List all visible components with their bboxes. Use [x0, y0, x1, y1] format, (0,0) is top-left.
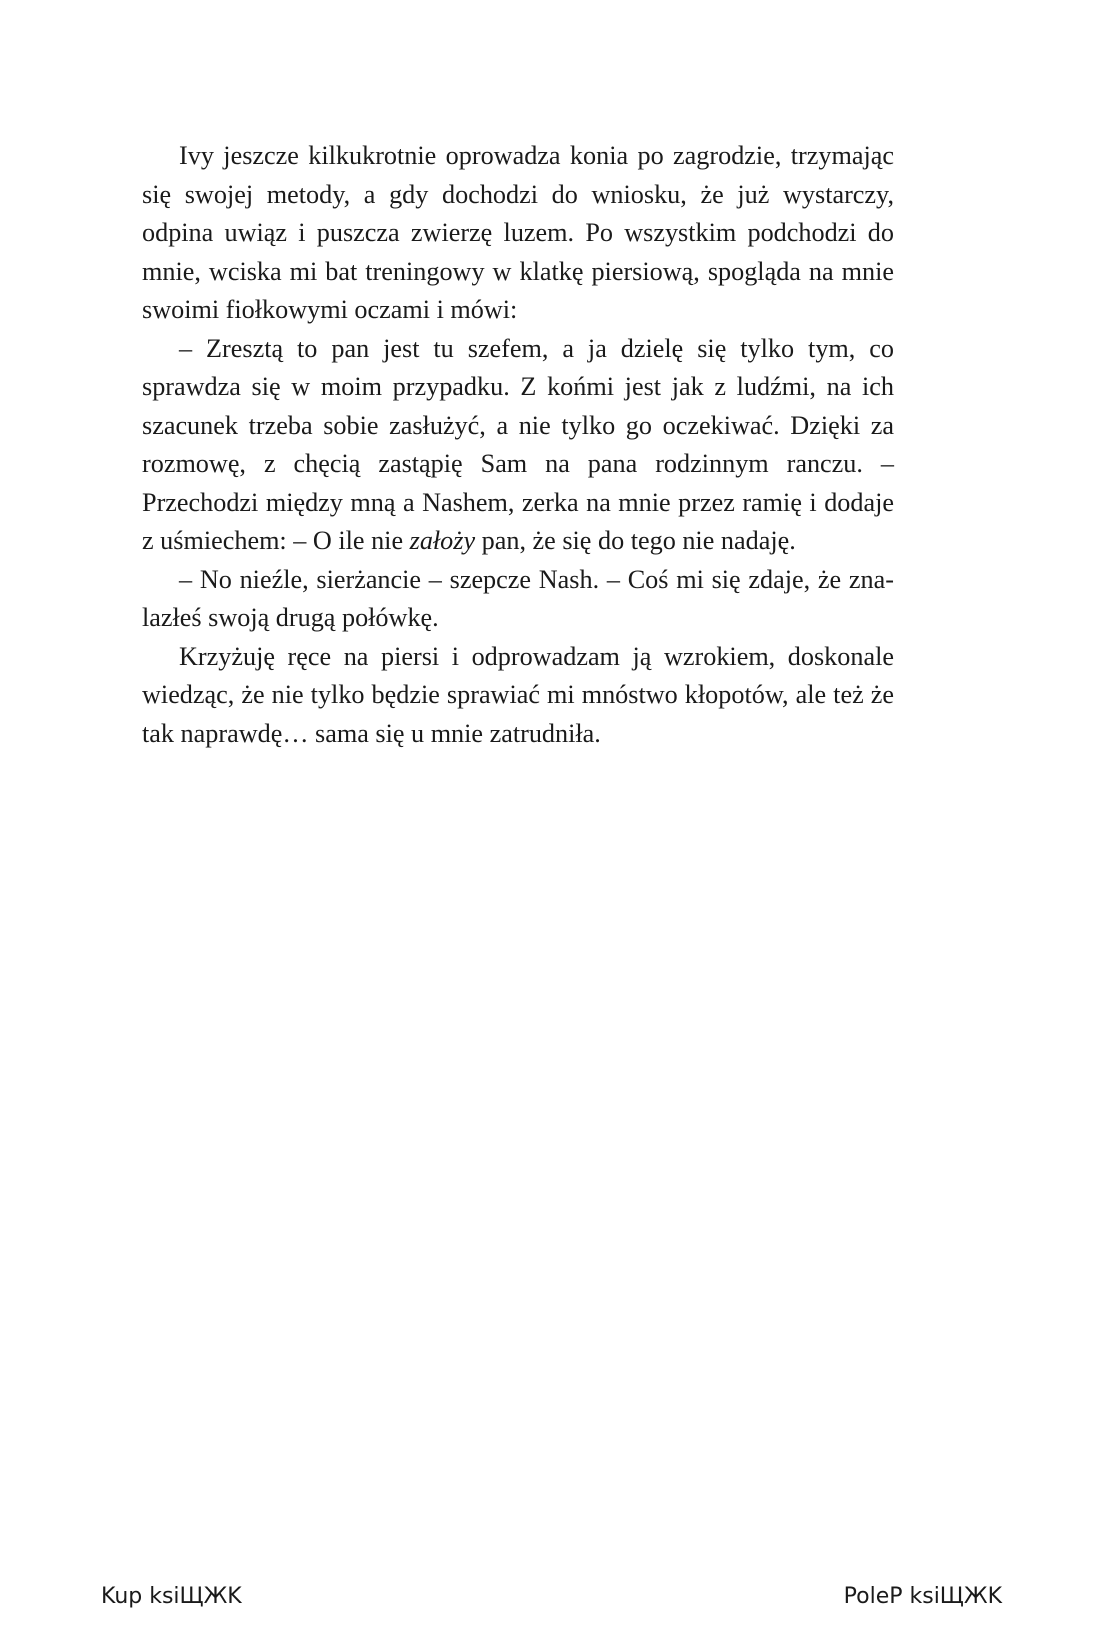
paragraph-1: Ivy jeszcze kilkukrotnie oprowadza konia po zagrodzie, trzymając się swojej metody, a gdy dochodzi do wniosku, że już wystarczy, odpina uwiąz i puszcza zwierzę luzem. Po wszystkim podchodzi do mnie, wciska mi bat treningowy w klatkę piersiową, spogląda na mnie swoimi fiołkowymi oczami i mówi: [142, 141, 894, 324]
paragraph-2-text-after: pan, że się do tego nie nadaję. [475, 526, 796, 555]
paragraph-4: Krzyżuję ręce na piersi i odprowadzam ją wzrokiem, doskonale wiedząc, że nie tylko będzie sprawiać mi mnóstwo kłopotów, ale też że tak naprawdę… sama się u mnie zatrudniła. [142, 641, 894, 748]
paragraph-3: – No nieźle, sierżancie – szepcze Nash. – Coś mi się zdaje, że znalazłeś swoją drugą połówkę. [142, 564, 894, 632]
recommend-book-link[interactable]: PoleР ksiЩЖK [843, 1584, 1002, 1609]
paragraph-2 [142, 330, 894, 561]
paragraph-2-italic: założy [409, 526, 476, 555]
buy-book-link[interactable]: Kup ksiЩЖK [101, 1584, 242, 1609]
book-page-text [142, 137, 894, 753]
paragraph-2-text-before: – Zresztą to pan jest tu szefem, a ja dzielę się tylko tym, co sprawdza się w moim przypadku. Z końmi jest jak z ludźmi, na ich szacunek trzeba sobie zasłużyć, a nie tylko go oczekiwać. Dzięki za rozmowę, z chęcią zastąpię Sam na pana rodzinnym ranczu. – Przechodzi między mną a Nashem, zerka na mnie przez ramię i dodaje z uśmiechem: – O ile nie [142, 333, 894, 555]
